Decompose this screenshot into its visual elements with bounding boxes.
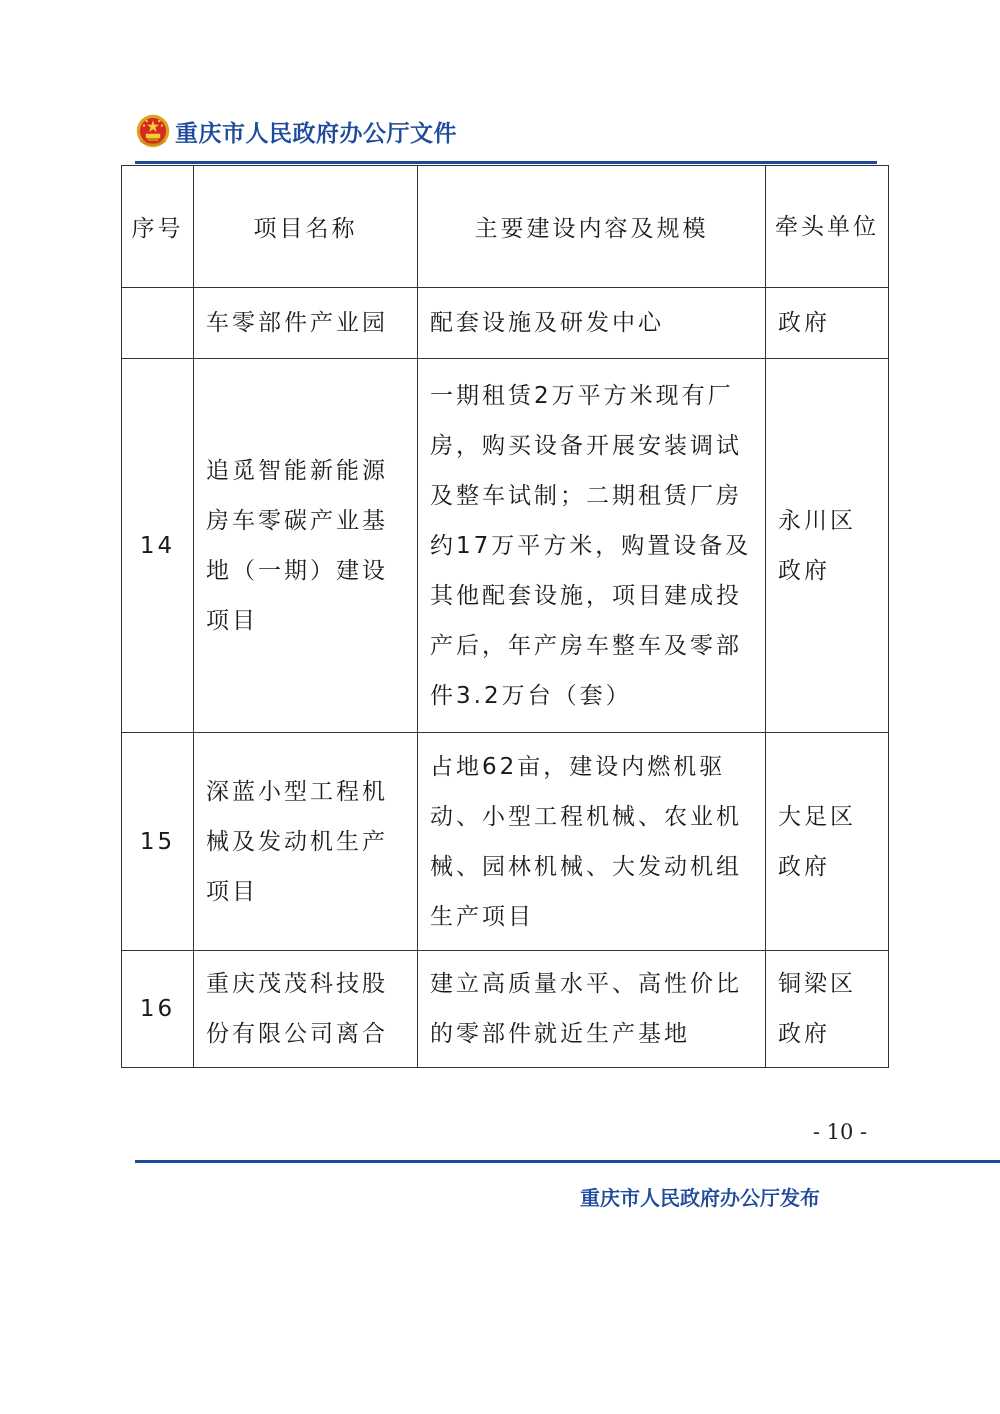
projects-table — [121, 165, 889, 1068]
column-header-lead-unit: 牵头单位 — [766, 166, 889, 288]
table-row — [122, 733, 889, 951]
project-name: 追觅智能新能源房车零碳产业基地（一期）建设项目 — [194, 359, 418, 733]
row-number: 14 — [122, 359, 194, 733]
national-emblem-icon — [135, 112, 171, 150]
table-header-row — [122, 166, 889, 288]
lead-unit: 大足区政府 — [766, 733, 889, 951]
footer-divider — [135, 1160, 1000, 1163]
project-content: 一期租赁2万平方米现有厂房，购买设备开展安装调试及整车试制；二期租赁厂房约17万平方米，购置设备及其他配套设施，项目建成投产后，年产房车整车及零部件3.2万台（套） — [418, 359, 766, 733]
lead-unit: 政府 — [766, 288, 889, 359]
row-number: 15 — [122, 733, 194, 951]
project-content: 建立高质量水平、高性价比的零部件就近生产基地 — [418, 951, 766, 1068]
table-row — [122, 951, 889, 1068]
column-header-project-name: 项目名称 — [194, 166, 418, 288]
header-title: 重庆市人民政府办公厅文件 — [175, 119, 457, 147]
lead-unit: 永川区政府 — [766, 359, 889, 733]
lead-unit: 铜梁区政府 — [766, 951, 889, 1068]
column-header-content: 主要建设内容及规模 — [418, 166, 766, 288]
project-content: 配套设施及研发中心 — [418, 288, 766, 359]
page-number: - 10 - — [812, 1120, 868, 1144]
row-number: 16 — [122, 951, 194, 1068]
project-name: 重庆茂茂科技股份有限公司离合 — [194, 951, 418, 1068]
table-row — [122, 359, 889, 733]
document-header — [135, 112, 457, 150]
footer-publisher: 重庆市人民政府办公厅发布 — [580, 1186, 820, 1210]
project-name: 深蓝小型工程机械及发动机生产项目 — [194, 733, 418, 951]
column-header-number: 序号 — [122, 166, 194, 288]
row-number — [122, 288, 194, 359]
header-divider — [135, 161, 877, 164]
project-name: 车零部件产业园 — [194, 288, 418, 359]
project-content: 占地62亩，建设内燃机驱动、小型工程机械、农业机械、园林机械、大发动机组生产项目 — [418, 733, 766, 951]
table-row — [122, 288, 889, 359]
